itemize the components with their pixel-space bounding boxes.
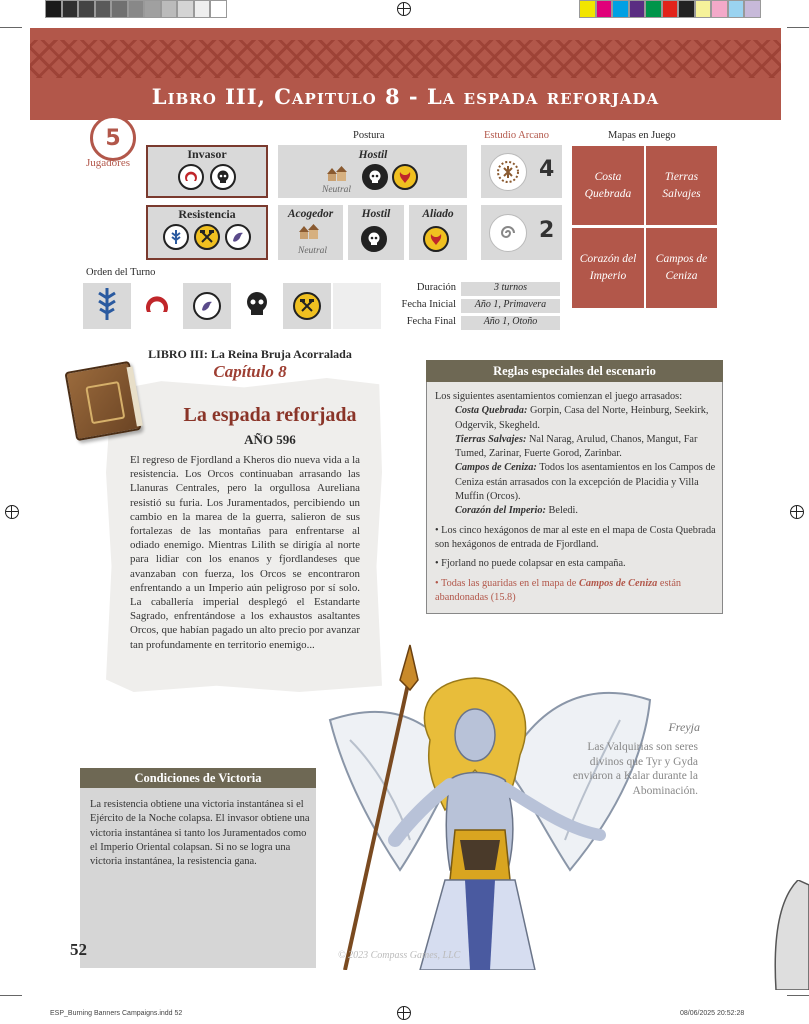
book-title: LIBRO III: La Reina Bruja Acorralada bbox=[148, 347, 352, 361]
stance-title: Aliado bbox=[422, 208, 454, 220]
skull-token-icon bbox=[361, 226, 387, 252]
rules-costa-text: Gorpin, Casa del Norte, Heinburg, Seekirk, Odgervik, Skegheld. bbox=[455, 405, 709, 431]
story-year: AÑO 596 bbox=[244, 432, 296, 447]
page-number: 52 bbox=[70, 940, 87, 959]
stance-title: Acogedor bbox=[287, 208, 334, 220]
skull-emblem-icon bbox=[243, 290, 271, 322]
arcane-value: 4 bbox=[539, 157, 555, 182]
start-date-label: Fecha Inicial bbox=[401, 299, 456, 310]
hammers-token-icon bbox=[194, 224, 220, 250]
celtic-knot-border bbox=[30, 40, 781, 78]
story-title: La espada reforjada bbox=[183, 404, 357, 426]
illustration-name: Freyja bbox=[668, 720, 700, 734]
arcane-header: Estudio Arcano bbox=[484, 130, 550, 141]
tree-token-icon bbox=[163, 224, 189, 250]
stance-header: Postura bbox=[353, 130, 385, 141]
tree-emblem-icon bbox=[95, 287, 119, 325]
skull-token-icon bbox=[362, 164, 388, 190]
crop-mark bbox=[787, 27, 809, 28]
faction-name: Resistencia bbox=[178, 207, 236, 221]
victory-conditions-title: Condiciones de Victoria bbox=[80, 768, 316, 788]
player-count: 5 bbox=[90, 115, 136, 161]
victory-conditions-text: La resistencia obtiene una victoria instantánea si el Ejército de la Noche colapsa. El invasor obtiene una victoria instantánea si tanto los Juramentados como el Imperio Oriental colapsan. Si no se logra una victoria instantánea, la resistencia gana. bbox=[90, 799, 310, 868]
illustration-caption: Las Valquirias son seres divinos que Tyr y Gyda enviaron a Kalar durante la Abominación. bbox=[572, 741, 698, 797]
page-title: Libro III, Capitulo 8 - La espada reforjada bbox=[151, 84, 660, 109]
rules-corazon-label: Corazón del Imperio: bbox=[455, 505, 546, 517]
stance-neutral-label: Neutral bbox=[322, 185, 352, 195]
rules-intro: Los siguientes asentamientos comienzan el juego arrasados: bbox=[435, 391, 683, 402]
rules-bullet: • Los cinco hexágonos de mar al este en el mapa de Costa Quebrada son hexágonos de entrada de Fjordland. bbox=[435, 524, 716, 550]
crop-mark bbox=[0, 995, 22, 996]
rules-corazon-text: Beledi. bbox=[545, 505, 578, 517]
village-icon bbox=[326, 165, 348, 187]
turn-slot bbox=[183, 283, 231, 329]
arcane-swirl-icon bbox=[489, 214, 527, 252]
print-slug-date: 08/06/2025 20:52:28 bbox=[680, 1010, 745, 1017]
rules-bullet: • Fjorland no puede colapsar en esta campaña. bbox=[435, 558, 626, 570]
arcane-study-resistencia bbox=[481, 205, 562, 260]
turn-slot bbox=[133, 283, 181, 329]
crop-mark bbox=[787, 995, 809, 996]
stance-title: Hostil bbox=[361, 208, 391, 220]
rules-campos-text: Todos los asentamientos en los Campos de Ceniza están arrasados con la excepción de Placidia y Villa Muffin (Orcos). bbox=[455, 462, 716, 503]
story-header bbox=[90, 347, 410, 382]
end-date-label: Fecha Final bbox=[406, 316, 456, 327]
faction-name: Invasor bbox=[187, 147, 227, 161]
hammers-token-icon bbox=[293, 292, 321, 320]
sun-token-icon bbox=[178, 164, 204, 190]
arcane-rune-icon bbox=[489, 153, 527, 191]
rock-illustration bbox=[768, 880, 809, 990]
spellbook-icon bbox=[64, 361, 141, 441]
rules-tierras-label: Tierras Salvajes: bbox=[455, 433, 527, 445]
stance-invasor bbox=[278, 145, 467, 198]
special-rules-title: Reglas especiales del escenario bbox=[426, 360, 723, 382]
crop-mark bbox=[0, 27, 22, 28]
duration-label: Duración bbox=[416, 282, 456, 293]
grayscale-swatches bbox=[45, 0, 227, 18]
village-icon bbox=[298, 223, 320, 245]
turn-order-header: Orden del Turno bbox=[86, 267, 156, 278]
special-rules-body bbox=[435, 390, 717, 610]
rules-campos-label: Campos de Ceniza: bbox=[455, 462, 537, 474]
duration-value: 3 turnos bbox=[461, 282, 560, 296]
map-tierras-salvajes: Tierras Salvajes bbox=[646, 146, 717, 225]
map-costa-quebrada: Costa Quebrada bbox=[572, 146, 644, 225]
faction-invasor bbox=[146, 145, 268, 198]
turn-slot bbox=[83, 283, 131, 329]
end-date-value: Año 1, Otoño bbox=[461, 316, 560, 330]
players-label: Jugadores bbox=[86, 157, 130, 169]
maps-header: Mapas en Juego bbox=[608, 130, 676, 141]
registration-mark-icon bbox=[790, 505, 804, 519]
skull-token-icon bbox=[210, 164, 236, 190]
registration-mark-icon bbox=[5, 505, 19, 519]
color-swatches bbox=[579, 0, 761, 18]
registration-mark-icon bbox=[397, 2, 411, 16]
rules-tierras-text: Nal Narag, Arulud, Chanos, Mangut, Far Tumed, Zarinar, Fuerte Gorod, Zarinbar. bbox=[455, 433, 698, 460]
rules-costa-label: Costa Quebrada: bbox=[455, 405, 528, 417]
stance-hostil-label: Hostil bbox=[358, 149, 388, 161]
print-slug-file: ESP_Burning Banners Campaigns.indd 52 bbox=[50, 1010, 183, 1017]
horned-helm-token-icon bbox=[392, 164, 418, 190]
map-corazon-imperio: Corazón del Imperio bbox=[572, 228, 644, 308]
arcane-study-invasor bbox=[481, 145, 562, 198]
story-text: El regreso de Fjordland a Kheros dio nueva vida a la resistencia. Los Orcos continuaban arrasando las Llanuras Centrales, pero la orgullosa Aureliana resistió su furia. Los Juramentados, percibiendo un cambio en la marea de la guerra, salieron de sus fortalezas de las montañas para enfrentarse al odiado enemigo. Mientras Lilith se dirigía al norte para lidiar con los enanos y fjordlandeses que avanzaban con fuerza, los Orcos se encontraron enfrentando a un Imperio aún peligroso por sí solo. La caballería imperial desplegó el Estandarte Sagrado, enfrentándose a los exhaustos asaltantes Orcos, que habían pagado un alto precio por avanzar tan profundamente en territorio enemigo... bbox=[130, 454, 360, 651]
stance-hostil bbox=[348, 205, 404, 260]
map-campos-ceniza: Campos de Ceniza bbox=[646, 228, 717, 308]
dragon-token-icon bbox=[225, 224, 251, 250]
arcane-value: 2 bbox=[539, 218, 555, 243]
rules-bullet-red: • Todas las guaridas en el mapa de Campos de Ceniza están abandonadas (15.8) bbox=[435, 577, 682, 603]
turn-order-track bbox=[83, 283, 381, 329]
stance-acogedor bbox=[278, 205, 343, 260]
stance-neutral-label: Neutral bbox=[298, 246, 328, 256]
valkyrie-illustration bbox=[300, 640, 660, 970]
turn-slot bbox=[233, 283, 281, 329]
start-date-value: Año 1, Primavera bbox=[461, 299, 560, 313]
faction-resistencia bbox=[146, 205, 268, 260]
stance-aliado bbox=[409, 205, 467, 260]
horned-helm-token-icon bbox=[423, 226, 449, 252]
dragon-token-icon bbox=[193, 292, 221, 320]
copyright: © 2023 Compass Games, LLC bbox=[338, 950, 461, 961]
chapter-title: Capítulo 8 bbox=[213, 362, 287, 381]
registration-mark-icon bbox=[397, 1006, 411, 1020]
sun-emblem-icon bbox=[143, 290, 171, 322]
turn-slot bbox=[283, 283, 331, 329]
